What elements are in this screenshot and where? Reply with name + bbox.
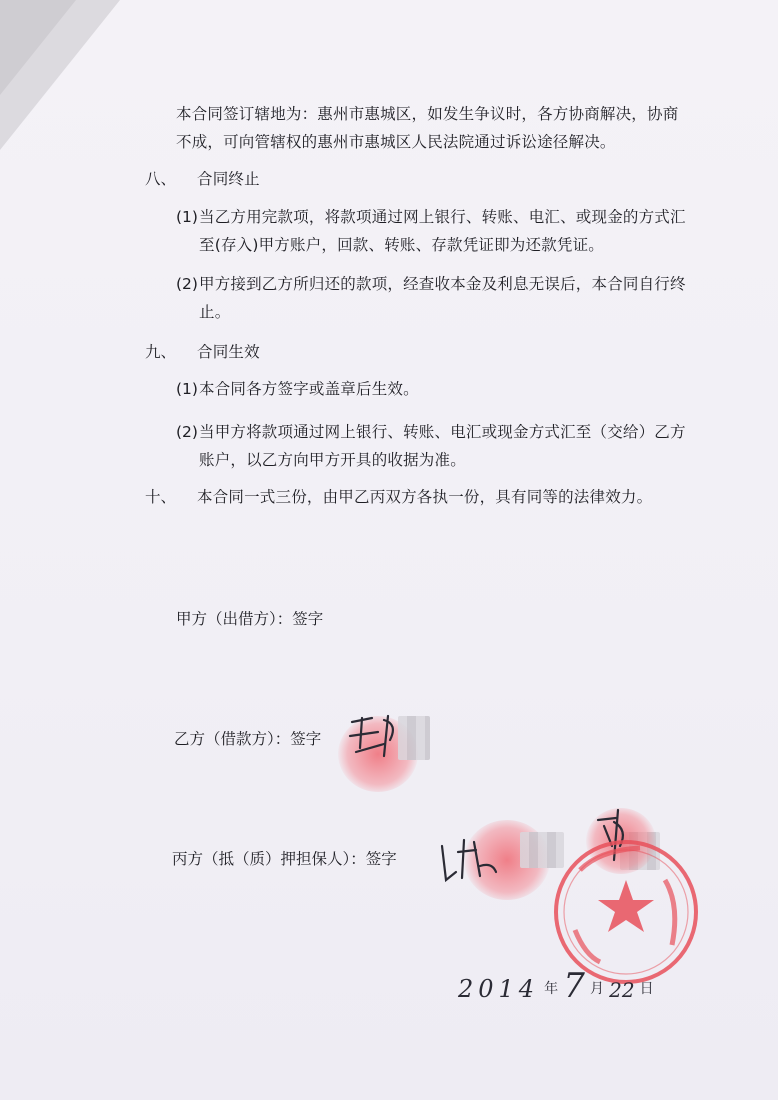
party-c-signature-label: 丙方（抵（质）押担保人）：签字 (172, 850, 397, 868)
section-8-item-1-line-2: 至(存入)甲方账户，回款、转账、存款凭证即为还款凭证。 (199, 236, 604, 254)
date-month: 7 (563, 966, 585, 1006)
date-day: 22 (609, 978, 635, 1002)
section-10-number: 十、 (145, 488, 177, 506)
section-8-item-2-line-2: 止。 (199, 303, 231, 321)
section-8-item-2-marker: (2) (176, 275, 198, 293)
section-8-number: 八、 (145, 170, 177, 188)
section-9-number: 九、 (145, 343, 177, 361)
section-8-item-1-line-1: 当乙方用完款项，将款项通过网上银行、转账、电汇、或现金的方式汇 (199, 208, 686, 226)
handwritten-date (458, 966, 654, 1006)
seal-star-icon (598, 880, 654, 932)
date-year-suffix: 年 (544, 981, 559, 997)
section-9-title: 合同生效 (197, 343, 260, 361)
section-9-item-2-line-2: 账户，以乙方向甲方开具的收据为准。 (199, 451, 466, 469)
section-9-item-1-marker: (1) (176, 380, 198, 398)
section-9-item-1-line-1: 本合同各方签字或盖章后生效。 (199, 380, 419, 398)
jurisdiction-line-2: 不成，可向管辖权的惠州市惠城区人民法院通过诉讼途径解决。 (176, 133, 616, 151)
date-month-suffix: 月 (590, 981, 604, 997)
section-9-item-2-line-1: 当甲方将款项通过网上银行、转账、电汇或现金方式汇至（交给）乙方 (199, 423, 686, 441)
party-b-handwriting (350, 716, 393, 756)
party-a-signature-label: 甲方（出借方）：签字 (176, 610, 324, 628)
section-8-item-1-marker: (1) (176, 208, 198, 226)
party-c-handwriting (442, 810, 623, 880)
section-8-item-2-line-1: 甲方接到乙方所归还的款项，经查收本金及利息无误后，本合同自行终 (199, 275, 686, 293)
party-b-signature-label: 乙方（借款方）：签字 (174, 730, 322, 748)
date-year: 2014 (458, 975, 540, 1003)
date-day-suffix: 日 (639, 981, 654, 997)
section-9-item-2-marker: (2) (176, 423, 198, 441)
company-seal (556, 842, 696, 982)
section-8-title: 合同终止 (197, 170, 260, 188)
jurisdiction-line-1: 本合同签订辖地为：惠州市惠城区，如发生争议时，各方协商解决，协商 (176, 105, 679, 123)
section-10-text: 本合同一式三份，由甲乙丙双方各执一份，具有同等的法律效力。 (197, 488, 653, 506)
